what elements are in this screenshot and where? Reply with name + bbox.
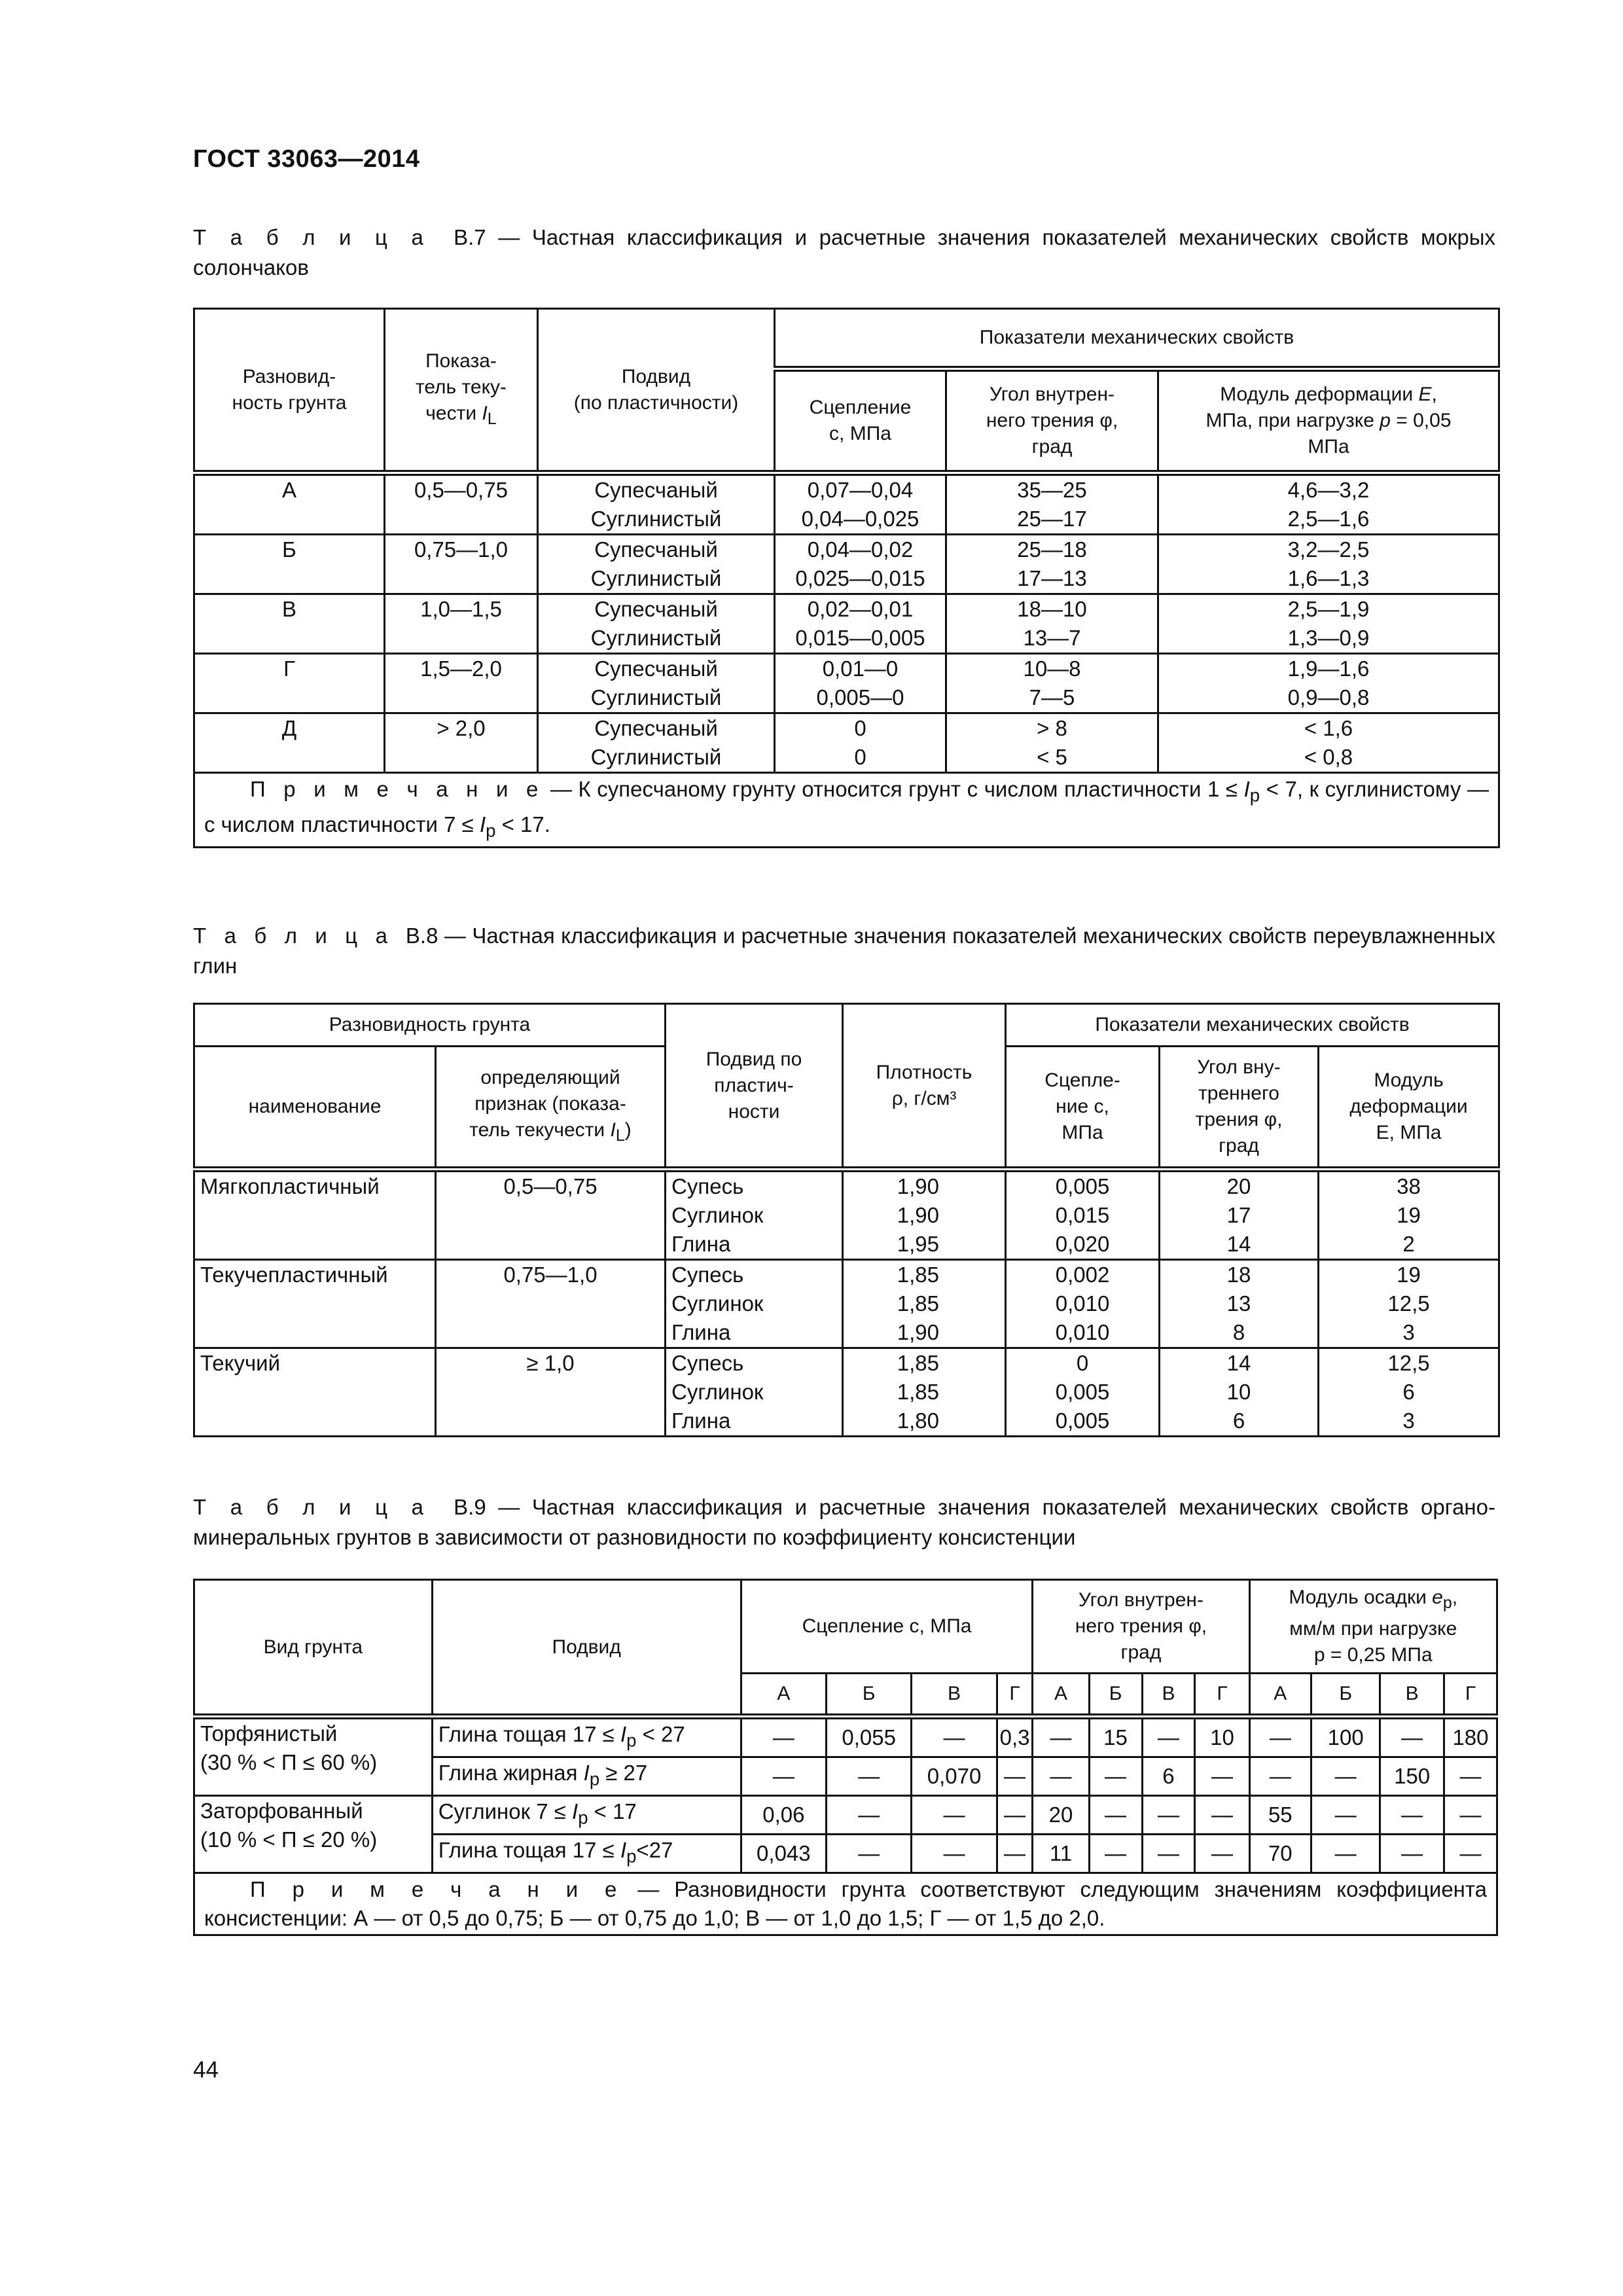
value-cell: — (1444, 1796, 1497, 1835)
modulus-value: 1,3—0,9 (1287, 626, 1370, 650)
name-cell: Текучепластичный (194, 1260, 436, 1348)
col-header-angle: Угол вну- треннего трения φ, град (1160, 1047, 1319, 1170)
table-b8-body (194, 1170, 1499, 1437)
modulus-value: 6 (1402, 1380, 1415, 1404)
caption-text: В.7 — Частная классификация и расчетные значения показателей механических свойств мокрых солончаков (193, 225, 1495, 279)
angle-cell (946, 535, 1158, 594)
index-cell: 0,5—0,75 (385, 473, 538, 535)
modulus-cell (1158, 654, 1499, 713)
note-text: — Разновидности грунта соответствуют следующим значениям коэффициента консистенции: А — от 0,5 до 0,75; Б — от 0,75 до 1,0; В — от 1,0 до 1,5; Г — от 1,5 до 2,0. (204, 1877, 1488, 1930)
col-header-cohesion: Сцепление c, МПа (741, 1580, 1033, 1674)
value-cell: — (1311, 1835, 1380, 1873)
cohesion-value: 0,005 (1055, 1174, 1110, 1198)
density-value: 1,95 (897, 1232, 940, 1256)
index-cell: 1,5—2,0 (385, 654, 538, 713)
value-cell: 150 (1380, 1757, 1444, 1796)
density-value: 1,90 (897, 1203, 940, 1227)
value-cell: 20 (1033, 1796, 1089, 1835)
cohesion-value: 0,04—0,025 (801, 507, 919, 531)
value-cell: 11 (1033, 1835, 1089, 1873)
col-header-group: Показатели механических свойств (1006, 1004, 1499, 1047)
subtype-cell (538, 473, 775, 535)
angle-value: 6 (1232, 1408, 1245, 1433)
table-row (194, 1260, 1499, 1348)
table-b9-caption (193, 1492, 1495, 1552)
modulus-value: 4,6—3,2 (1287, 478, 1370, 502)
caption-prefix: Т а б л и ц а (193, 924, 394, 948)
density-value: 1,80 (897, 1408, 940, 1433)
caption-prefix: Т а б л и ц а (193, 225, 429, 249)
cohesion-cell (775, 535, 946, 594)
kind-value: (10 % < П ≤ 20 %) (200, 1827, 378, 1852)
value-cell: — (827, 1796, 912, 1835)
density-value: 1,90 (897, 1174, 940, 1198)
subtype-cell (538, 535, 775, 594)
value-cell: — (1033, 1717, 1089, 1757)
table-b9-note (194, 1873, 1497, 1935)
sub-column-header: Г (1195, 1674, 1249, 1717)
angle-value: 17—13 (1017, 566, 1087, 590)
table-b7 (193, 308, 1500, 848)
value-cell: 55 (1249, 1796, 1311, 1835)
subtype-cell (666, 1260, 843, 1348)
sub-column-header: Г (997, 1674, 1033, 1717)
subtype-cell: Глина жирная $I_p \ge 27$ (432, 1757, 741, 1796)
subtype-value: Суглинистый (590, 685, 722, 709)
angle-value: 8 (1232, 1320, 1245, 1344)
modulus-cell (1319, 1260, 1499, 1348)
cohesion-value: 0 (854, 716, 866, 740)
subtype-value: Суглинистый (590, 745, 722, 769)
col-header-variety: Разновид- ность грунта (194, 309, 385, 473)
col-header-modulus: Модуль деформации E, МПа (1319, 1047, 1499, 1170)
page-number: 44 (193, 2057, 219, 2083)
value-cell: — (1380, 1796, 1444, 1835)
col-header-cohesion: Сцепле- ние c, МПа (1006, 1047, 1160, 1170)
table-b9-body (194, 1717, 1497, 1873)
criterion-cell: 0,5—0,75 (436, 1170, 666, 1260)
cohesion-value: 0,015 (1055, 1203, 1110, 1227)
subtype-value: Супесчаный (594, 656, 718, 681)
sub-column-header: В (1142, 1674, 1195, 1717)
angle-value: 7—5 (1029, 685, 1075, 709)
cohesion-value: 0 (854, 745, 866, 769)
value-cell: — (1142, 1717, 1195, 1757)
cohesion-value: 0,005 (1055, 1408, 1110, 1433)
table-b7-caption (193, 223, 1495, 283)
sub-column-header: Г (1444, 1674, 1497, 1717)
cohesion-value: 0,010 (1055, 1320, 1110, 1344)
subtype-value: Супесчаный (594, 478, 718, 502)
value-cell: — (1444, 1835, 1497, 1873)
angle-value: 18—10 (1017, 597, 1087, 621)
modulus-cell (1158, 535, 1499, 594)
table-row (194, 654, 1499, 713)
angle-value: 10—8 (1023, 656, 1081, 681)
table-row (194, 713, 1499, 773)
value-cell: — (1249, 1717, 1311, 1757)
modulus-value: 2,5—1,6 (1287, 507, 1370, 531)
subtype-cell: Глина тощая $17 \le I_p<27$ (432, 1835, 741, 1873)
density-cell (843, 1170, 1006, 1260)
value-cell: — (1311, 1796, 1380, 1835)
cohesion-value: 0,020 (1055, 1232, 1110, 1256)
angle-value: 10 (1226, 1380, 1251, 1404)
sub-column-header: Б (827, 1674, 912, 1717)
value-cell: — (741, 1757, 826, 1796)
value-cell: 100 (1311, 1717, 1380, 1757)
value-cell: 10 (1195, 1717, 1249, 1757)
density-value: 1,85 (897, 1380, 940, 1404)
subtype-cell (538, 713, 775, 773)
col-header-variety: Разновидность грунта (194, 1004, 666, 1047)
variety-cell: Б (194, 535, 385, 594)
sub-column-header: А (1033, 1674, 1089, 1717)
col-header-modulus: Модуль деформации E, МПа, при нагрузке p = 0,05 МПа (1158, 369, 1499, 473)
note-text: — К супесчаному грунту относится грунт с числом пластичности $1 \le I_p < 7$, к суглинистому — с числом пластичности $7 \le I_p < 17$. (204, 777, 1489, 841)
document-header: ГОСТ 33063—2014 (193, 145, 420, 173)
cohesion-cell (1006, 1260, 1160, 1348)
subtype-cell (538, 654, 775, 713)
modulus-value: < 1,6 (1304, 716, 1353, 740)
value-cell: 70 (1249, 1835, 1311, 1873)
angle-value: 17 (1226, 1203, 1251, 1227)
table-row (194, 535, 1499, 594)
value-cell: — (1195, 1757, 1249, 1796)
modulus-value: 19 (1397, 1263, 1421, 1287)
subtype-value: Супесь (671, 1174, 744, 1198)
cohesion-value: 0,005—0 (816, 685, 904, 709)
table-row (194, 473, 1499, 535)
subtype-value: Глина (671, 1232, 731, 1256)
value-cell: — (1142, 1835, 1195, 1873)
value-cell: 15 (1089, 1717, 1142, 1757)
value-cell: — (827, 1835, 912, 1873)
sub-column-header: А (741, 1674, 826, 1717)
table-b8-caption (193, 921, 1495, 981)
cohesion-value: 0,04—0,02 (807, 537, 914, 562)
table-b7-note (194, 773, 1499, 848)
col-header-angle: Угол внутрен- него трения φ, град (1033, 1580, 1249, 1674)
modulus-value: 3 (1402, 1408, 1415, 1433)
subtype-value: Суглинок (671, 1203, 764, 1227)
subtype-value: Супесь (671, 1263, 744, 1287)
table-b8 (193, 1003, 1500, 1437)
modulus-value: 3 (1402, 1320, 1415, 1344)
col-header-subtype: Подвид (432, 1580, 741, 1717)
variety-cell: А (194, 473, 385, 535)
modulus-value: 3,2—2,5 (1287, 537, 1370, 562)
cohesion-cell (775, 594, 946, 654)
subtype-value: Глина (671, 1408, 731, 1433)
index-cell: 0,75—1,0 (385, 535, 538, 594)
table-row (194, 594, 1499, 654)
modulus-value: 38 (1397, 1174, 1421, 1198)
note-prefix: П р и м е ч а н и е (250, 777, 544, 801)
caption-text: В.8 — Частная классификация и расчетные значения показателей механических свойств переувлажненных глин (193, 924, 1495, 978)
subtype-value: Супесчаный (594, 597, 718, 621)
value-cell: — (997, 1835, 1033, 1873)
value-cell: — (1195, 1796, 1249, 1835)
value-cell: 180 (1444, 1717, 1497, 1757)
subtype-cell (538, 594, 775, 654)
value-cell: — (1444, 1757, 1497, 1796)
name-cell: Мягкопластичный (194, 1170, 436, 1260)
table-row (194, 1170, 1499, 1260)
col-header-subtype: Подвид по пластич- ности (666, 1004, 843, 1170)
value-cell: — (1033, 1757, 1089, 1796)
col-header-cohesion: Сцепление c, МПа (775, 369, 946, 473)
angle-value: < 5 (1037, 745, 1067, 769)
modulus-value: 2 (1402, 1232, 1415, 1256)
angle-cell (1160, 1260, 1319, 1348)
modulus-value: < 0,8 (1304, 745, 1353, 769)
col-header-modulus: Модуль осадки $e_p$, мм/м при нагрузке p = 0,25 МПа (1249, 1580, 1497, 1674)
variety-cell: Г (194, 654, 385, 713)
density-value: 1,85 (897, 1351, 940, 1375)
angle-value: 13 (1226, 1291, 1251, 1316)
cohesion-value: 0,01—0 (822, 656, 899, 681)
value-cell: 0,043 (741, 1835, 826, 1873)
modulus-value: 12,5 (1387, 1351, 1430, 1375)
col-header-angle: Угол внутрен- него трения φ, град (946, 369, 1158, 473)
angle-cell (1160, 1170, 1319, 1260)
value-cell: — (1089, 1757, 1142, 1796)
value-cell: — (1380, 1835, 1444, 1873)
subtype-value: Суглинистый (590, 566, 722, 590)
density-value: 1,85 (897, 1263, 940, 1287)
modulus-cell (1158, 594, 1499, 654)
col-header-kind: Вид грунта (194, 1580, 433, 1717)
index-cell: > 2,0 (385, 713, 538, 773)
caption-prefix: Т а б л и ц а (193, 1495, 429, 1519)
table-row (194, 1796, 1497, 1835)
col-header-group: Показатели механических свойств (775, 309, 1499, 369)
modulus-value: 0,9—0,8 (1287, 685, 1370, 709)
modulus-cell (1158, 713, 1499, 773)
kind-value: Заторфованный (200, 1799, 363, 1823)
value-cell: — (1142, 1796, 1195, 1835)
cohesion-value: 0,015—0,005 (795, 626, 925, 650)
cohesion-cell (775, 654, 946, 713)
value-cell: — (1249, 1757, 1311, 1796)
modulus-value: 1,9—1,6 (1287, 656, 1370, 681)
subtype-cell: Суглинок $7 \le I_p < 17$ (432, 1796, 741, 1835)
cohesion-value: 0,07—0,04 (807, 478, 914, 502)
criterion-cell: ≥ 1,0 (436, 1348, 666, 1437)
kind-value: Торфянистый (200, 1721, 338, 1746)
subtype-cell: Глина тощая $17 \le I_p < 27$ (432, 1717, 741, 1757)
value-cell: — (1089, 1835, 1142, 1873)
col-header-subtype: Подвид (по пластичности) (538, 309, 775, 473)
table-b7-body (194, 473, 1499, 773)
angle-cell (946, 594, 1158, 654)
value-cell: 6 (1142, 1757, 1195, 1796)
cohesion-value: 0,005 (1055, 1380, 1110, 1404)
angle-value: 35—25 (1017, 478, 1087, 502)
cohesion-value: 0,025—0,015 (795, 566, 925, 590)
modulus-value: 12,5 (1387, 1291, 1430, 1316)
table-b9 (193, 1579, 1498, 1936)
cohesion-value: 0 (1076, 1351, 1089, 1375)
modulus-value: 1,6—1,3 (1287, 566, 1370, 590)
angle-cell (946, 473, 1158, 535)
sub-column-header: В (912, 1674, 997, 1717)
angle-value: 18 (1226, 1263, 1251, 1287)
density-cell (843, 1348, 1006, 1437)
angle-cell (946, 713, 1158, 773)
angle-value: 25—17 (1017, 507, 1087, 531)
cohesion-value: 0,002 (1055, 1263, 1110, 1287)
subtype-value: Супесчаный (594, 537, 718, 562)
cohesion-value: 0,010 (1055, 1291, 1110, 1316)
sub-column-header: Б (1089, 1674, 1142, 1717)
value-cell: — (997, 1757, 1033, 1796)
angle-cell (946, 654, 1158, 713)
name-cell: Текучий (194, 1348, 436, 1437)
value-cell: — (1380, 1717, 1444, 1757)
density-value: 1,85 (897, 1291, 940, 1316)
col-header-density: Плотность ρ, г/см³ (843, 1004, 1006, 1170)
cohesion-cell (775, 473, 946, 535)
value-cell: 0,06 (741, 1796, 826, 1835)
value-cell: — (827, 1757, 912, 1796)
kind-value: (30 % < П ≤ 60 %) (200, 1750, 378, 1774)
col-header-index: Показа- тель теку- чести $I_L$ (385, 309, 538, 473)
value-cell: — (1195, 1835, 1249, 1873)
value-cell: 0,3 (997, 1717, 1033, 1757)
value-cell: — (1311, 1757, 1380, 1796)
value-cell: 0,055 (827, 1717, 912, 1757)
angle-value: 20 (1226, 1174, 1251, 1198)
value-cell: 0,070 (912, 1757, 997, 1796)
value-cell: — (997, 1796, 1033, 1835)
sub-column-header: А (1249, 1674, 1311, 1717)
value-cell: — (912, 1835, 997, 1873)
subtype-value: Суглинок (671, 1380, 764, 1404)
angle-value: > 8 (1037, 716, 1067, 740)
value-cell: — (912, 1796, 997, 1835)
density-cell (843, 1260, 1006, 1348)
modulus-cell (1319, 1348, 1499, 1437)
cohesion-cell (775, 713, 946, 773)
variety-cell: Д (194, 713, 385, 773)
subtype-cell (666, 1170, 843, 1260)
subtype-value: Глина (671, 1320, 731, 1344)
sub-column-header: В (1380, 1674, 1444, 1717)
subtype-cell (666, 1348, 843, 1437)
caption-text: В.9 — Частная классификация и расчетные значения показателей механических свойств органо-минеральных грунтов в зависимости от разновидности по коэффициенту консистенции (193, 1495, 1495, 1549)
modulus-cell (1158, 473, 1499, 535)
cohesion-cell (1006, 1348, 1160, 1437)
subtype-value: Суглинок (671, 1291, 764, 1316)
table-row (194, 1348, 1499, 1437)
kind-cell (194, 1717, 433, 1796)
value-cell: — (741, 1717, 826, 1757)
modulus-value: 2,5—1,9 (1287, 597, 1370, 621)
subtype-value: Супесчаный (594, 716, 718, 740)
angle-value: 14 (1226, 1351, 1251, 1375)
col-header-name: наименование (194, 1047, 436, 1170)
subtype-value: Супесь (671, 1351, 744, 1375)
sub-column-header: Б (1311, 1674, 1380, 1717)
density-value: 1,90 (897, 1320, 940, 1344)
value-cell: — (912, 1717, 997, 1757)
note-prefix: П р и м е ч а н и е (250, 1877, 623, 1901)
cohesion-cell (1006, 1170, 1160, 1260)
subtype-value: Суглинистый (590, 626, 722, 650)
angle-value: 25—18 (1017, 537, 1087, 562)
criterion-cell: 0,75—1,0 (436, 1260, 666, 1348)
subtype-value: Суглинистый (590, 507, 722, 531)
angle-cell (1160, 1348, 1319, 1437)
value-cell: — (1089, 1796, 1142, 1835)
cohesion-value: 0,02—0,01 (807, 597, 914, 621)
variety-cell: В (194, 594, 385, 654)
table-row (194, 1717, 1497, 1757)
angle-value: 14 (1226, 1232, 1251, 1256)
kind-cell (194, 1796, 433, 1873)
angle-value: 13—7 (1023, 626, 1081, 650)
modulus-value: 19 (1397, 1203, 1421, 1227)
col-header-criterion: определяющий признак (показа- тель текучести $I_L$) (436, 1047, 666, 1170)
modulus-cell (1319, 1170, 1499, 1260)
index-cell: 1,0—1,5 (385, 594, 538, 654)
